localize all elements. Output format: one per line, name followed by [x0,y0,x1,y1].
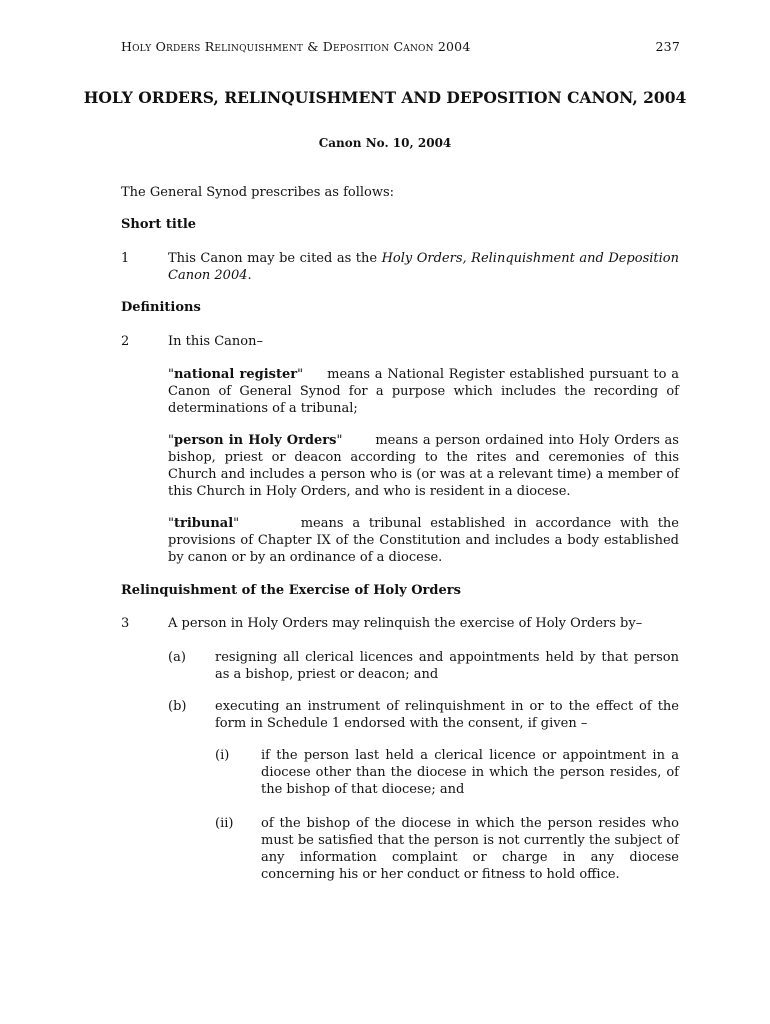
sub-ii-label: (ii) [215,816,234,831]
document-title: HOLY ORDERS, RELINQUISHMENT AND DEPOSITION CANON, 2004 [83,88,687,107]
definition-text: means a National Register established pursuant to a Canon of General Synod for a purpose which includes the recording of determinations of a tribunal; [168,367,679,416]
definition-national-register: "national register" means a National Register established pursuant to a Canon of General Synod for a purpose which includes the recording of determinations of a tribunal; [168,367,679,416]
para-b-label: (b) [168,699,187,714]
definition-term: tribunal [173,516,234,531]
section-1-text-end: . [247,268,252,283]
section-number-1: 1 [121,251,130,266]
para-b-text: executing an instrument of relinquishment in or to the effect of the form in Schedule 1 endorsed with the consent, if given – [215,699,679,731]
canon-citation: Holy Orders, Relinquishment and Deposition Canon 2004 [168,251,679,283]
definition-text: means a person ordained into Holy Orders as bishop, priest or deacon according to the rites and ceremonies of this Church and includes a person who is (or was at a relevant time) a member of this Church in Holy Orders, and who is resident in a diocese. [168,433,679,499]
para-a-text: resigning all clerical licences and appointments held by that person as a bishop, priest or deacon; and [215,650,679,682]
section-heading-definitions: Definitions [121,300,201,315]
page-number: 237 [655,39,680,54]
definitions-intro: In this Canon– [168,334,263,349]
section-1-text-start: This Canon may be cited as the [168,251,382,266]
definition-text: means a tribunal established in accordance with the provisions of Chapter IX of the Constitution and includes a body established by canon or by an ordinance of a diocese. [168,516,679,565]
section-heading-short-title: Short title [121,217,197,232]
running-header [121,39,471,54]
sub-ii-text: of the bishop of the diocese in which the person resides who must be satisfied that the person is not currently the subject of any information complaint or charge in any diocese concerning his or her conduct or fitness to hold office. [261,816,679,882]
definition-tribunal: "tribunal" means a tribunal established in accordance with the provisions of Chapter IX of the Constitution and includes a body established by canon or by an ordinance of a diocese. [168,516,679,565]
definition-term: national register [173,367,298,382]
definition-term: person in Holy Orders [173,433,337,448]
section-heading-relinquishment: Relinquishment of the Exercise of Holy Orders [121,583,461,598]
relinquishment-intro: A person in Holy Orders may relinquish the exercise of Holy Orders by– [168,616,643,631]
section-1-text [168,250,679,284]
section-number-2: 2 [121,334,130,349]
sub-i-label: (i) [215,748,230,763]
section-number-3: 3 [121,616,130,631]
running-title: Holy Orders Relinquishment & Deposition Canon 2004 [121,39,471,54]
definition-person-in-holy-orders: "person in Holy Orders" means a person ordained into Holy Orders as bishop, priest or deacon according to the rites and ceremonies of this Church and includes a person who is (or was at a relevant time) a member of this Church in Holy Orders, and who is resident in a diocese. [168,433,679,499]
para-a-label: (a) [168,650,186,665]
sub-i-text: if the person last held a clerical licence or appointment in a diocese other than the diocese in which the person resides, of the bishop of that diocese; and [261,748,679,797]
preamble: The General Synod prescribes as follows: [121,185,395,200]
canon-number: Canon No. 10, 2004 [318,136,452,150]
